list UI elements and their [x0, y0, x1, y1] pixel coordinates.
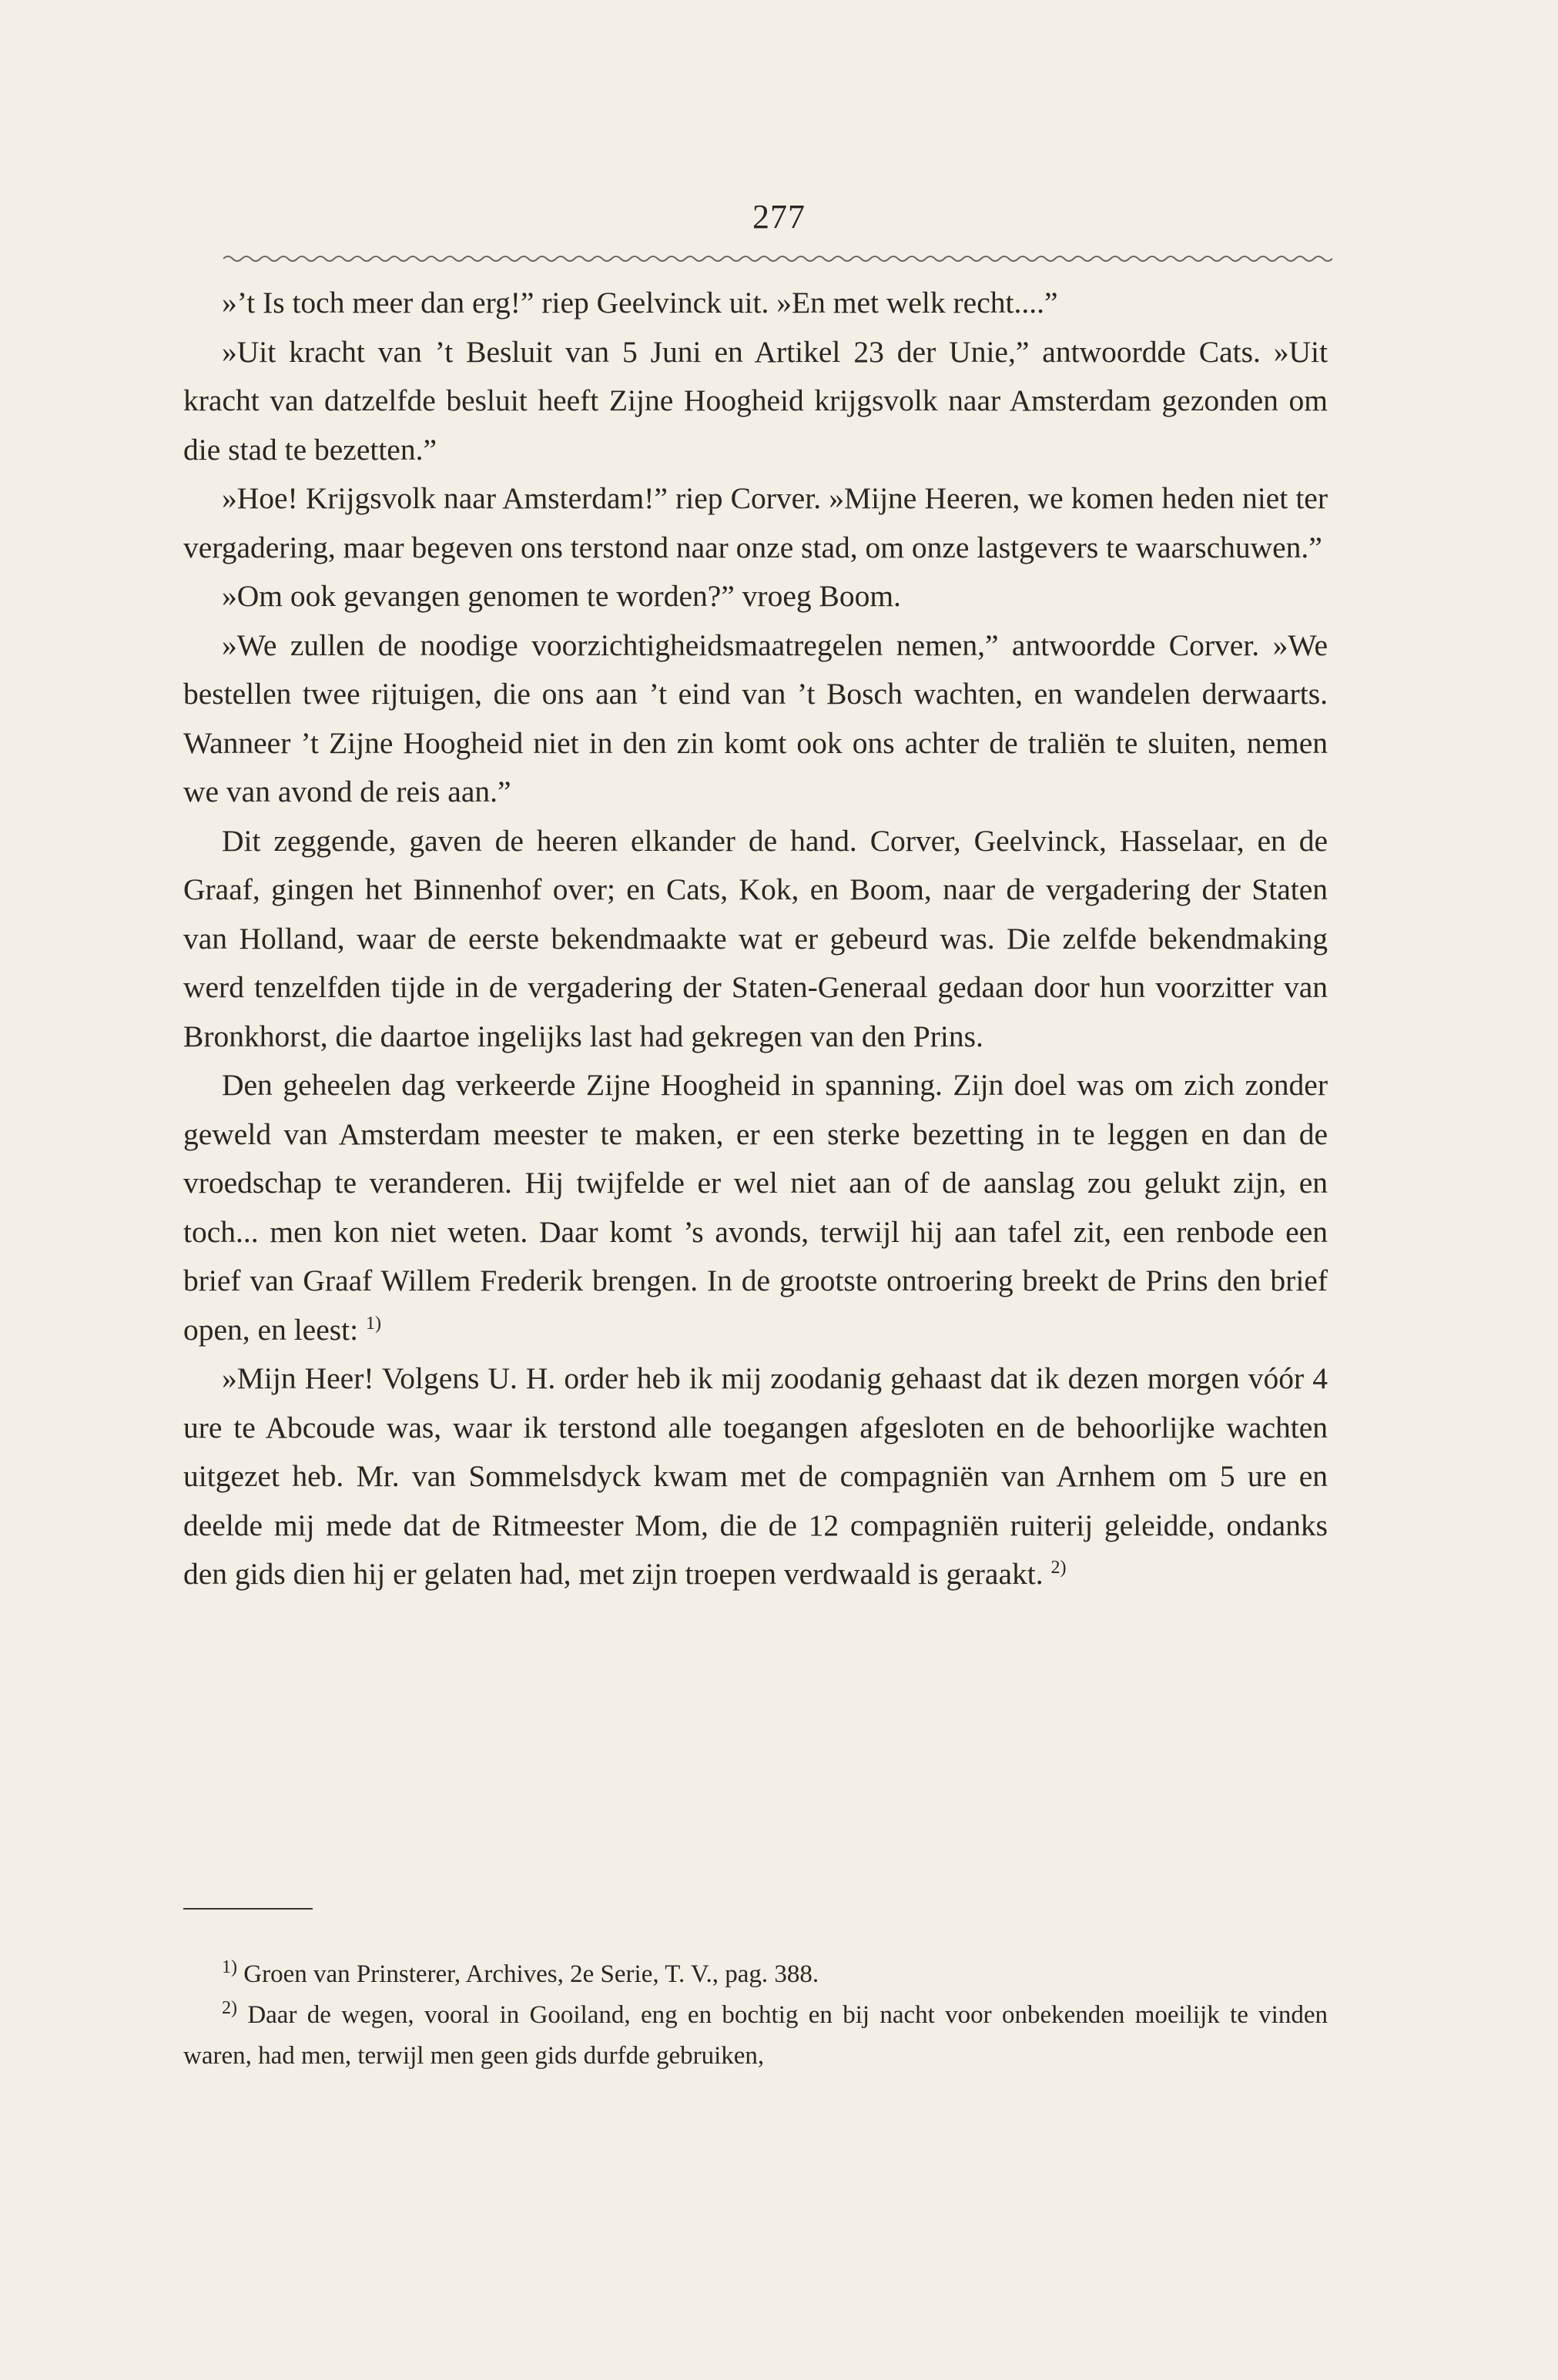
paragraph	[183, 1354, 1328, 1599]
body-text	[183, 279, 1328, 1599]
paragraph: Dit zeggende, gaven de heeren elkander de hand. Corver, Geelvinck, Hasselaar, en de Graaf, gingen het Binnenhof over; en Cats, Kok, en Boom, naar de vergadering der Staten van Holland, waar de eerste bekendmaakte wat er gebeurd was. Die zelfde bekendmaking werd tenzelfden tijde in de vergadering der Staten-Generaal gedaan door hun voorzitter van Bronkhorst, die daartoe ingelijks last had gekregen van den Prins.	[183, 823, 1328, 1053]
paragraph-text: Den geheelen dag verkeerde Zijne Hoogheid in spanning. Zijn doel was om zich zonder geweld van Amsterdam meester te maken, er een sterke bezetting in te leggen en dan de vroedschap te veranderen. Hij twijfelde er wel niet aan of de aanslag zou gelukt zijn, en toch... men kon niet weten. Daar komt ’s avonds, terwijl hij aan tafel zit, een renbode een brief van Graaf Willem Frederik brengen. In de grootste ontroering breekt de Prins den brief open, en leest:	[183, 1068, 1328, 1347]
footnote-text: Daar de wegen, vooral in Gooiland, eng en bochtig en bij nacht voor onbekenden moeilijk te vinden waren, had men, terwijl men geen gids durfde gebruiken,	[183, 2001, 1328, 2070]
footnotes	[183, 1954, 1328, 2077]
page-number: 277	[752, 198, 806, 236]
footnote-separator	[183, 1908, 313, 1910]
footnote-text: Groen van Prinsterer, Archives, 2e Serie, T. V., pag. 388.	[243, 1960, 819, 1988]
paragraph	[183, 1061, 1328, 1354]
footnote-marker: 1)	[222, 1957, 237, 1977]
paragraph: »We zullen de noodige voorzichtigheidsmaatregelen nemen,” antwoordde Corver. »We bestellen twee rijtuigen, die ons aan ’t eind van ’t Bosch wachten, en wandelen derwaarts. Wanneer ’t Zijne Hoogheid niet in den zin komt ook ons achter de traliën te sluiten, nemen we van avond de reis aan.”	[183, 628, 1328, 808]
paragraph: »Hoe! Krijgsvolk naar Amsterdam!” riep Corver. »Mijne Heeren, we komen heden niet ter vergadering, maar begeven ons terstond naar onze stad, om onze lastgevers te waarschuwen.”	[183, 481, 1328, 564]
footnote	[183, 1995, 1328, 2077]
footnote-reference[interactable]: 2)	[1050, 1557, 1067, 1578]
paragraph: »’t Is toch meer dan erg!” riep Geelvinck uit. »En met welk recht....”	[222, 286, 1058, 320]
wavy-header-rule	[223, 253, 1332, 265]
paragraph: »Om ook gevangen genomen te worden?” vroeg Boom.	[222, 579, 901, 613]
footnote-reference[interactable]: 1)	[365, 1313, 381, 1334]
footnote	[183, 1954, 1328, 1995]
paragraph-text: »Mijn Heer! Volgens U. H. order heb ik mij zoodanig gehaast dat ik dezen morgen vóór 4 ure te Abcoude was, waar ik terstond alle toegangen afgesloten en de behoorlijke wachten uitgezet heb. Mr. van Sommelsdyck kwam met de compagniën van Arnhem om 5 ure en deelde mij mede dat de Ritmeester Mom, die de 12 compagniën ruiterij geleidde, ondanks den gids dien hij er gelaten had, met zijn troepen verdwaald is geraakt.	[183, 1361, 1328, 1591]
footnote-marker: 2)	[222, 1998, 237, 2018]
paragraph: »Uit kracht van ’t Besluit van 5 Juni en Artikel 23 der Unie,” antwoordde Cats. »Uit kracht van datzelfde besluit heeft Zijne Hoogheid krijgsvolk naar Amsterdam gezonden om die stad te bezetten.”	[183, 334, 1328, 467]
